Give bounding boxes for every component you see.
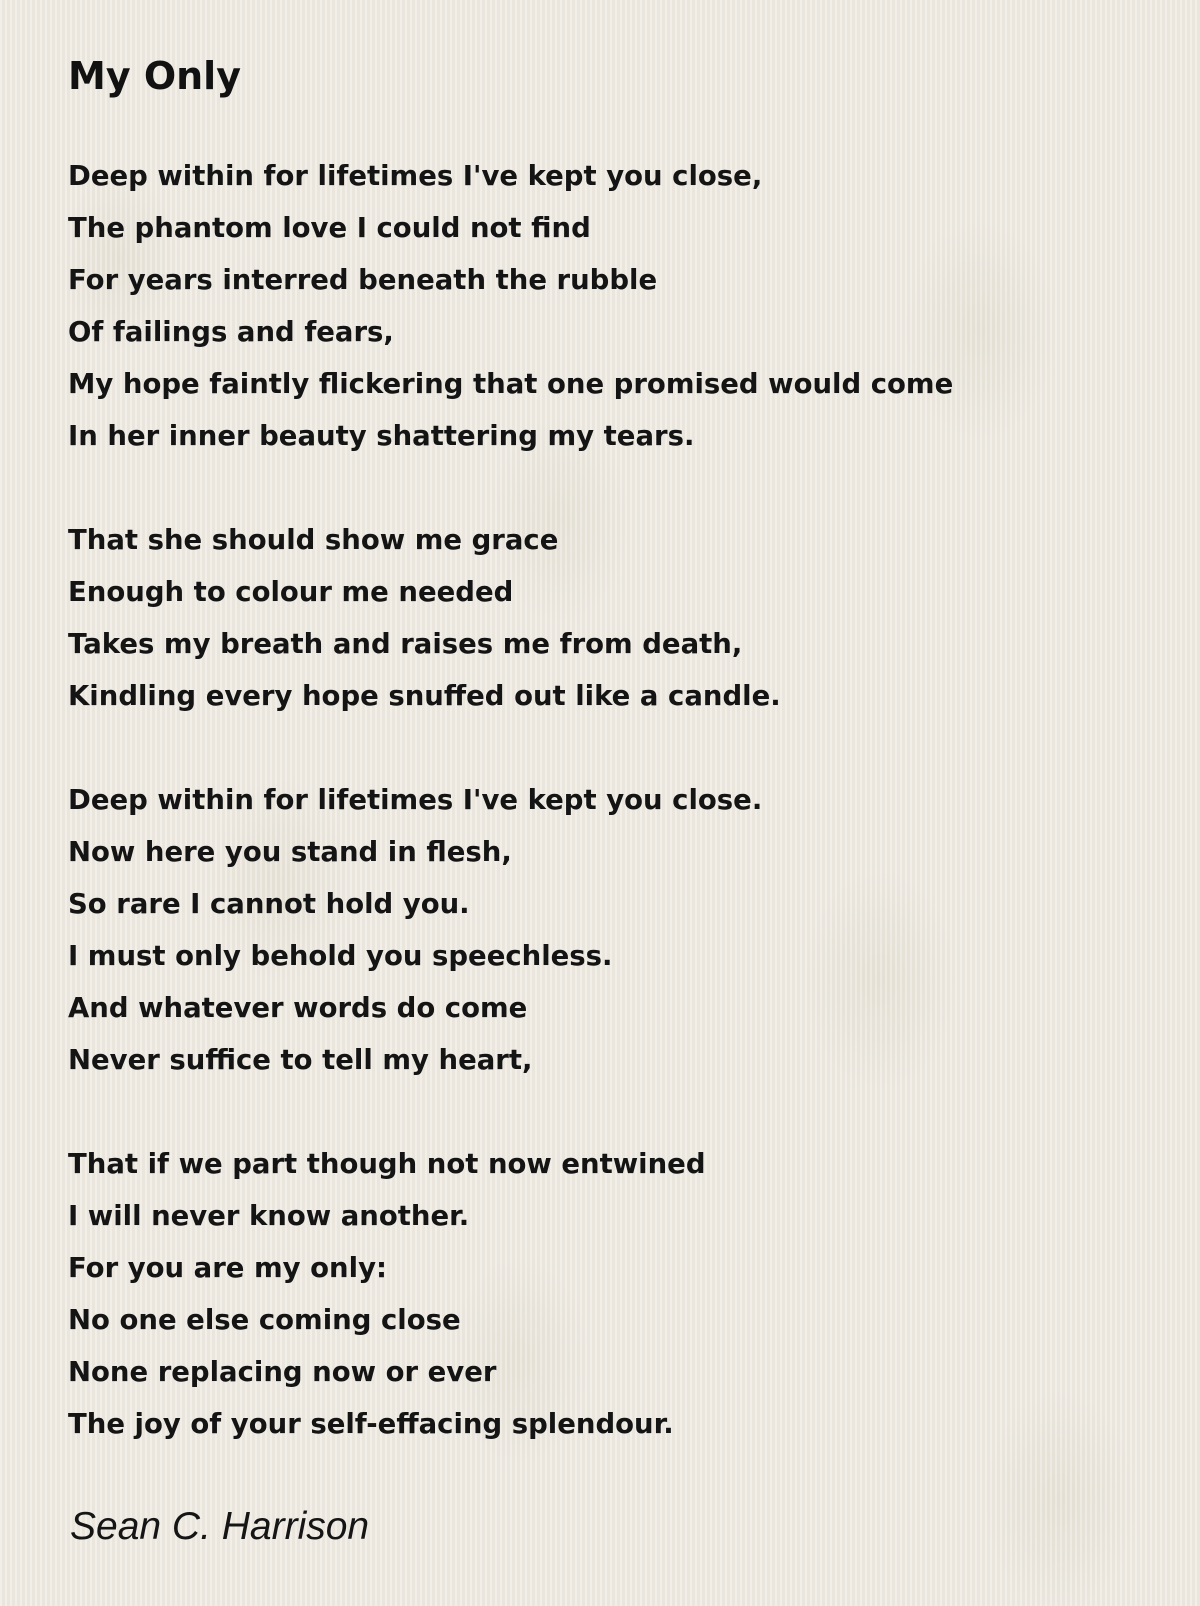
poem-line: No one else coming close: [68, 1304, 461, 1336]
poem-line: Of failings and fears,: [68, 316, 394, 348]
poem-line: The phantom love I could not find: [68, 212, 591, 244]
poem-line: Never suffice to tell my heart,: [68, 1044, 533, 1076]
poem-line: Takes my breath and raises me from death,: [68, 628, 743, 660]
poem-line: My hope faintly flickering that one promised would come: [68, 368, 954, 400]
stanza-2: [68, 514, 1148, 722]
poem-title: My Only: [68, 54, 241, 98]
poem-line: For years interred beneath the rubble: [68, 264, 658, 296]
stanza-3: [68, 774, 1148, 1086]
poem-line: And whatever words do come: [68, 992, 528, 1024]
poem-line: Deep within for lifetimes I've kept you close,: [68, 160, 763, 192]
poem-line: I will never know another.: [68, 1200, 470, 1232]
poem-line: Enough to colour me needed: [68, 576, 514, 608]
poem-body: [68, 150, 1148, 1502]
poem-line: That if we part though not now entwined: [68, 1148, 706, 1180]
poem-line: Now here you stand in flesh,: [68, 836, 512, 868]
stanza-4: [68, 1138, 1148, 1450]
poem-line: For you are my only:: [68, 1252, 387, 1284]
author-name: Sean C. Harrison: [70, 1505, 370, 1548]
poem-line: The joy of your self-effacing splendour.: [68, 1408, 674, 1440]
poem-line: That she should show me grace: [68, 524, 559, 556]
poem-line: Kindling every hope snuffed out like a candle.: [68, 680, 781, 712]
poem-line: Deep within for lifetimes I've kept you close.: [68, 784, 763, 816]
stanza-1: [68, 150, 1148, 462]
poem-line: So rare I cannot hold you.: [68, 888, 470, 920]
poem-line: In her inner beauty shattering my tears.: [68, 420, 695, 452]
poem-line: None replacing now or ever: [68, 1356, 497, 1388]
poem-line: I must only behold you speechless.: [68, 940, 613, 972]
